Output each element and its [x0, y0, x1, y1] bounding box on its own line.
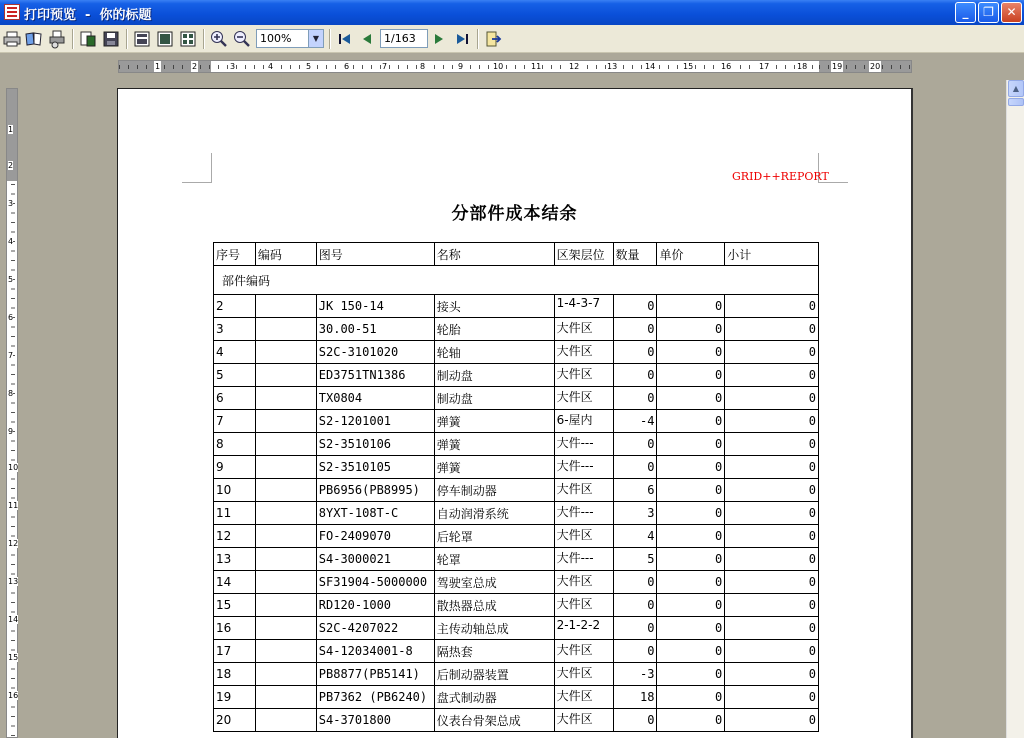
row-location: 大件区 [554, 709, 613, 732]
printer-setup-icon[interactable] [47, 29, 67, 49]
report-page [117, 88, 913, 738]
ruler-label: 12 [569, 62, 580, 71]
ruler-label: 18 [797, 62, 808, 71]
row-subtotal: 0 [725, 686, 819, 709]
row-price: 0 [657, 548, 725, 571]
ruler-label: 13 [607, 62, 618, 71]
column-header: 区架层位 [554, 243, 613, 266]
row-price: 0 [657, 341, 725, 364]
row-subtotal: 0 [725, 594, 819, 617]
row-subtotal: 0 [725, 364, 819, 387]
row-price: 0 [657, 663, 725, 686]
chevron-down-icon[interactable]: ▼ [308, 30, 323, 47]
ruler-label: 4 [8, 237, 14, 246]
row-drawing: PB7362 (PB6240) [316, 686, 434, 709]
row-name: 轮胎 [434, 318, 554, 341]
row-quantity: -4 [613, 410, 657, 433]
row-subtotal: 0 [725, 341, 819, 364]
row-quantity: 0 [613, 640, 657, 663]
row-location: 大件区 [554, 341, 613, 364]
row-price: 0 [657, 479, 725, 502]
row-subtotal: 0 [725, 617, 819, 640]
ruler-label: 16 [721, 62, 732, 71]
ruler-label: 4 [268, 62, 274, 71]
row-price: 0 [657, 571, 725, 594]
table-row [214, 617, 819, 640]
column-header: 序号 [214, 243, 256, 266]
row-quantity: 4 [613, 525, 657, 548]
ruler-label: 6 [8, 313, 14, 322]
row-number: 7 [214, 410, 256, 433]
zoom-value: 100% [260, 32, 292, 45]
row-location: 6-屋内 [554, 410, 613, 433]
row-location: 大件区 [554, 571, 613, 594]
single-page-icon[interactable] [132, 29, 152, 49]
table-row [214, 709, 819, 732]
zoom-out-icon[interactable] [232, 29, 252, 49]
row-code [255, 479, 316, 502]
row-number: 11 [214, 502, 256, 525]
row-quantity: 0 [613, 456, 657, 479]
row-quantity: 0 [613, 364, 657, 387]
row-name: 散热器总成 [434, 594, 554, 617]
row-price: 0 [657, 502, 725, 525]
table-header-row [214, 243, 819, 266]
row-number: 4 [214, 341, 256, 364]
row-number: 5 [214, 364, 256, 387]
row-code [255, 663, 316, 686]
row-quantity: 0 [613, 594, 657, 617]
multi-page-icon[interactable] [178, 29, 198, 49]
ruler-label: 11 [531, 62, 542, 71]
row-code [255, 502, 316, 525]
row-name: 主传动轴总成 [434, 617, 554, 640]
row-subtotal: 0 [725, 502, 819, 525]
ruler-label: 7 [382, 62, 388, 71]
next-page-icon[interactable] [429, 29, 449, 49]
row-quantity: 0 [613, 433, 657, 456]
table-row [214, 640, 819, 663]
row-name: 盘式制动器 [434, 686, 554, 709]
row-quantity: 0 [613, 295, 657, 318]
page-setup-icon[interactable] [78, 29, 98, 49]
row-location: 大件区 [554, 479, 613, 502]
ruler-label: 10 [493, 62, 504, 71]
row-name: 轮轴 [434, 341, 554, 364]
row-name: 仪表台骨架总成 [434, 709, 554, 732]
row-subtotal: 0 [725, 663, 819, 686]
horizontal-ruler [118, 60, 912, 73]
row-price: 0 [657, 709, 725, 732]
table-row [214, 594, 819, 617]
row-location: 2-1-2-2 [554, 617, 613, 640]
row-code [255, 341, 316, 364]
ruler-label: 19 [832, 62, 843, 71]
row-price: 0 [657, 387, 725, 410]
table-row [214, 571, 819, 594]
row-code [255, 686, 316, 709]
row-price: 0 [657, 433, 725, 456]
ruler-label: 10 [8, 463, 19, 472]
row-quantity: 18 [613, 686, 657, 709]
ruler-label: 17 [759, 62, 770, 71]
row-price: 0 [657, 318, 725, 341]
row-number: 9 [214, 456, 256, 479]
row-subtotal: 0 [725, 548, 819, 571]
row-name: 制动盘 [434, 364, 554, 387]
vertical-scrollbar[interactable] [1006, 80, 1024, 738]
row-subtotal: 0 [725, 410, 819, 433]
row-subtotal: 0 [725, 640, 819, 663]
table-row [214, 364, 819, 387]
row-code [255, 364, 316, 387]
row-number: 6 [214, 387, 256, 410]
row-drawing: S2-3510106 [316, 433, 434, 456]
row-price: 0 [657, 594, 725, 617]
zoom-in-icon[interactable] [209, 29, 229, 49]
ruler-label: 11 [8, 501, 19, 510]
table-row [214, 433, 819, 456]
row-code [255, 433, 316, 456]
table-row [214, 341, 819, 364]
row-number: 13 [214, 548, 256, 571]
row-subtotal: 0 [725, 479, 819, 502]
row-drawing: SF31904-5000000 [316, 571, 434, 594]
page-width-icon[interactable] [155, 29, 175, 49]
ruler-label: 14 [645, 62, 656, 71]
row-code [255, 456, 316, 479]
row-number: 15 [214, 594, 256, 617]
row-name: 隔热套 [434, 640, 554, 663]
row-drawing: S4-12034001-8 [316, 640, 434, 663]
row-quantity: 0 [613, 387, 657, 410]
table-row [214, 456, 819, 479]
ruler-label: 8 [8, 389, 14, 398]
toolbar-separator [329, 29, 331, 49]
row-location: 大件区 [554, 686, 613, 709]
last-page-icon[interactable] [452, 29, 472, 49]
first-page-icon[interactable] [335, 29, 355, 49]
table-row [214, 387, 819, 410]
book-icon[interactable] [24, 29, 44, 49]
ruler-label: 16 [8, 691, 19, 700]
row-subtotal: 0 [725, 295, 819, 318]
row-quantity: 6 [613, 479, 657, 502]
ruler-label: 12 [8, 539, 19, 548]
row-number: 17 [214, 640, 256, 663]
toolbar-separator [72, 29, 74, 49]
row-location: 大件区 [554, 387, 613, 410]
ruler-label: 9 [8, 427, 14, 436]
row-location: 大件区 [554, 594, 613, 617]
toolbar-separator [126, 29, 128, 49]
margin-corner-mark [182, 153, 212, 183]
minimize-button[interactable]: _ [955, 2, 976, 23]
row-location: 大件区 [554, 318, 613, 341]
report-title: 分部件成本结余 [451, 204, 578, 224]
row-drawing: S2C-4207022 [316, 617, 434, 640]
row-number: 16 [214, 617, 256, 640]
column-header: 名称 [434, 243, 554, 266]
row-location: 大件--- [554, 502, 613, 525]
ruler-label: 6 [344, 62, 350, 71]
row-number: 20 [214, 709, 256, 732]
row-subtotal: 0 [725, 525, 819, 548]
row-drawing: 8YXT-108T-C [316, 502, 434, 525]
row-drawing: RD120-1000 [316, 594, 434, 617]
row-drawing: S2-1201001 [316, 410, 434, 433]
row-code [255, 617, 316, 640]
row-location: 大件区 [554, 640, 613, 663]
ruler-label: 3 [230, 62, 236, 71]
row-drawing: PB6956(PB8995) [316, 479, 434, 502]
row-code [255, 295, 316, 318]
row-price: 0 [657, 456, 725, 479]
row-number: 14 [214, 571, 256, 594]
row-quantity: 5 [613, 548, 657, 571]
row-code [255, 387, 316, 410]
vertical-ruler [6, 88, 18, 738]
row-number: 3 [214, 318, 256, 341]
row-name: 制动盘 [434, 387, 554, 410]
row-code [255, 640, 316, 663]
row-subtotal: 0 [725, 571, 819, 594]
ruler-label: 13 [8, 577, 19, 586]
save-icon[interactable] [101, 29, 121, 49]
table-row [214, 663, 819, 686]
ruler-label: 3 [8, 199, 14, 208]
row-price: 0 [657, 364, 725, 387]
scroll-up-button[interactable]: ▲ [1008, 80, 1024, 97]
row-code [255, 548, 316, 571]
table-row [214, 479, 819, 502]
row-name: 自动润滑系统 [434, 502, 554, 525]
row-drawing: TX0804 [316, 387, 434, 410]
ruler-label: 20 [870, 62, 881, 71]
row-drawing: S2C-3101020 [316, 341, 434, 364]
row-price: 0 [657, 295, 725, 318]
table-row [214, 548, 819, 571]
row-price: 0 [657, 640, 725, 663]
row-location: 大件--- [554, 456, 613, 479]
close-button[interactable]: ✕ [1001, 2, 1022, 23]
maximize-button[interactable]: ❐ [978, 2, 999, 23]
ruler-label: 15 [683, 62, 694, 71]
column-header: 小计 [725, 243, 819, 266]
row-location: 大件区 [554, 525, 613, 548]
row-subtotal: 0 [725, 456, 819, 479]
row-drawing: PB8877(PB5141) [316, 663, 434, 686]
ruler-label: 2 [8, 161, 14, 170]
page-number-input[interactable]: 1/163 [380, 29, 428, 48]
ruler-label: 1 [155, 62, 161, 71]
row-name: 后制动器装置 [434, 663, 554, 686]
table-row [214, 525, 819, 548]
row-code [255, 594, 316, 617]
row-number: 8 [214, 433, 256, 456]
row-location: 大件--- [554, 548, 613, 571]
row-name: 弹簧 [434, 410, 554, 433]
group-label: 部件编码 [214, 266, 819, 295]
row-price: 0 [657, 410, 725, 433]
row-number: 2 [214, 295, 256, 318]
brand-label: GRID++REPORT [732, 170, 829, 183]
table-row [214, 686, 819, 709]
row-number: 18 [214, 663, 256, 686]
group-header-row [214, 266, 819, 295]
ruler-label: 2 [192, 62, 198, 71]
row-location: 大件区 [554, 663, 613, 686]
row-quantity: 0 [613, 617, 657, 640]
row-drawing: S4-3701800 [316, 709, 434, 732]
row-drawing: FO-2409070 [316, 525, 434, 548]
scroll-thumb[interactable] [1008, 98, 1024, 106]
row-drawing: 30.00-51 [316, 318, 434, 341]
ruler-label: 9 [458, 62, 464, 71]
row-quantity: 0 [613, 571, 657, 594]
table-row [214, 410, 819, 433]
row-quantity: 3 [613, 502, 657, 525]
row-location: 大件区 [554, 364, 613, 387]
app-icon [4, 4, 20, 20]
column-header: 数量 [613, 243, 657, 266]
zoom-select[interactable] [256, 29, 324, 48]
toolbar-separator [203, 29, 205, 49]
title-bar [0, 0, 1024, 25]
row-subtotal: 0 [725, 387, 819, 410]
prev-page-icon[interactable] [357, 29, 377, 49]
table-body [214, 266, 819, 732]
row-subtotal: 0 [725, 433, 819, 456]
row-name: 弹簧 [434, 456, 554, 479]
window-title: 打印预览 - 你的标题 [24, 8, 152, 23]
print-icon[interactable] [2, 29, 22, 49]
row-name: 接头 [434, 295, 554, 318]
row-name: 驾驶室总成 [434, 571, 554, 594]
table-row [214, 295, 819, 318]
ruler-label: 1 [8, 125, 14, 134]
row-quantity: -3 [613, 663, 657, 686]
row-name: 停车制动器 [434, 479, 554, 502]
row-price: 0 [657, 617, 725, 640]
table-row [214, 502, 819, 525]
row-price: 0 [657, 686, 725, 709]
ruler-label: 14 [8, 615, 19, 624]
ruler-label: 8 [420, 62, 426, 71]
ruler-label: 5 [306, 62, 312, 71]
row-number: 12 [214, 525, 256, 548]
row-code [255, 410, 316, 433]
row-name: 弹簧 [434, 433, 554, 456]
row-price: 0 [657, 525, 725, 548]
row-number: 19 [214, 686, 256, 709]
row-code [255, 709, 316, 732]
toolbar-separator [477, 29, 479, 49]
row-subtotal: 0 [725, 318, 819, 341]
row-name: 后轮罩 [434, 525, 554, 548]
row-quantity: 0 [613, 318, 657, 341]
ruler-label: 15 [8, 653, 19, 662]
row-quantity: 0 [613, 341, 657, 364]
row-drawing: ED3751TN1386 [316, 364, 434, 387]
row-location: 1-4-3-7 [554, 295, 613, 318]
row-code [255, 525, 316, 548]
row-quantity: 0 [613, 709, 657, 732]
table-row [214, 318, 819, 341]
row-drawing: JK 150-14 [316, 295, 434, 318]
close-preview-icon[interactable] [483, 29, 503, 49]
row-number: 10 [214, 479, 256, 502]
row-drawing: S4-3000021 [316, 548, 434, 571]
column-header: 图号 [316, 243, 434, 266]
row-code [255, 571, 316, 594]
row-name: 轮罩 [434, 548, 554, 571]
row-drawing: S2-3510105 [316, 456, 434, 479]
row-subtotal: 0 [725, 709, 819, 732]
row-code [255, 318, 316, 341]
column-header: 单价 [657, 243, 725, 266]
row-location: 大件--- [554, 433, 613, 456]
toolbar [0, 25, 1024, 53]
column-header: 编码 [255, 243, 316, 266]
ruler-label: 7 [8, 351, 14, 360]
report-table [213, 242, 819, 732]
ruler-label: 5 [8, 275, 14, 284]
